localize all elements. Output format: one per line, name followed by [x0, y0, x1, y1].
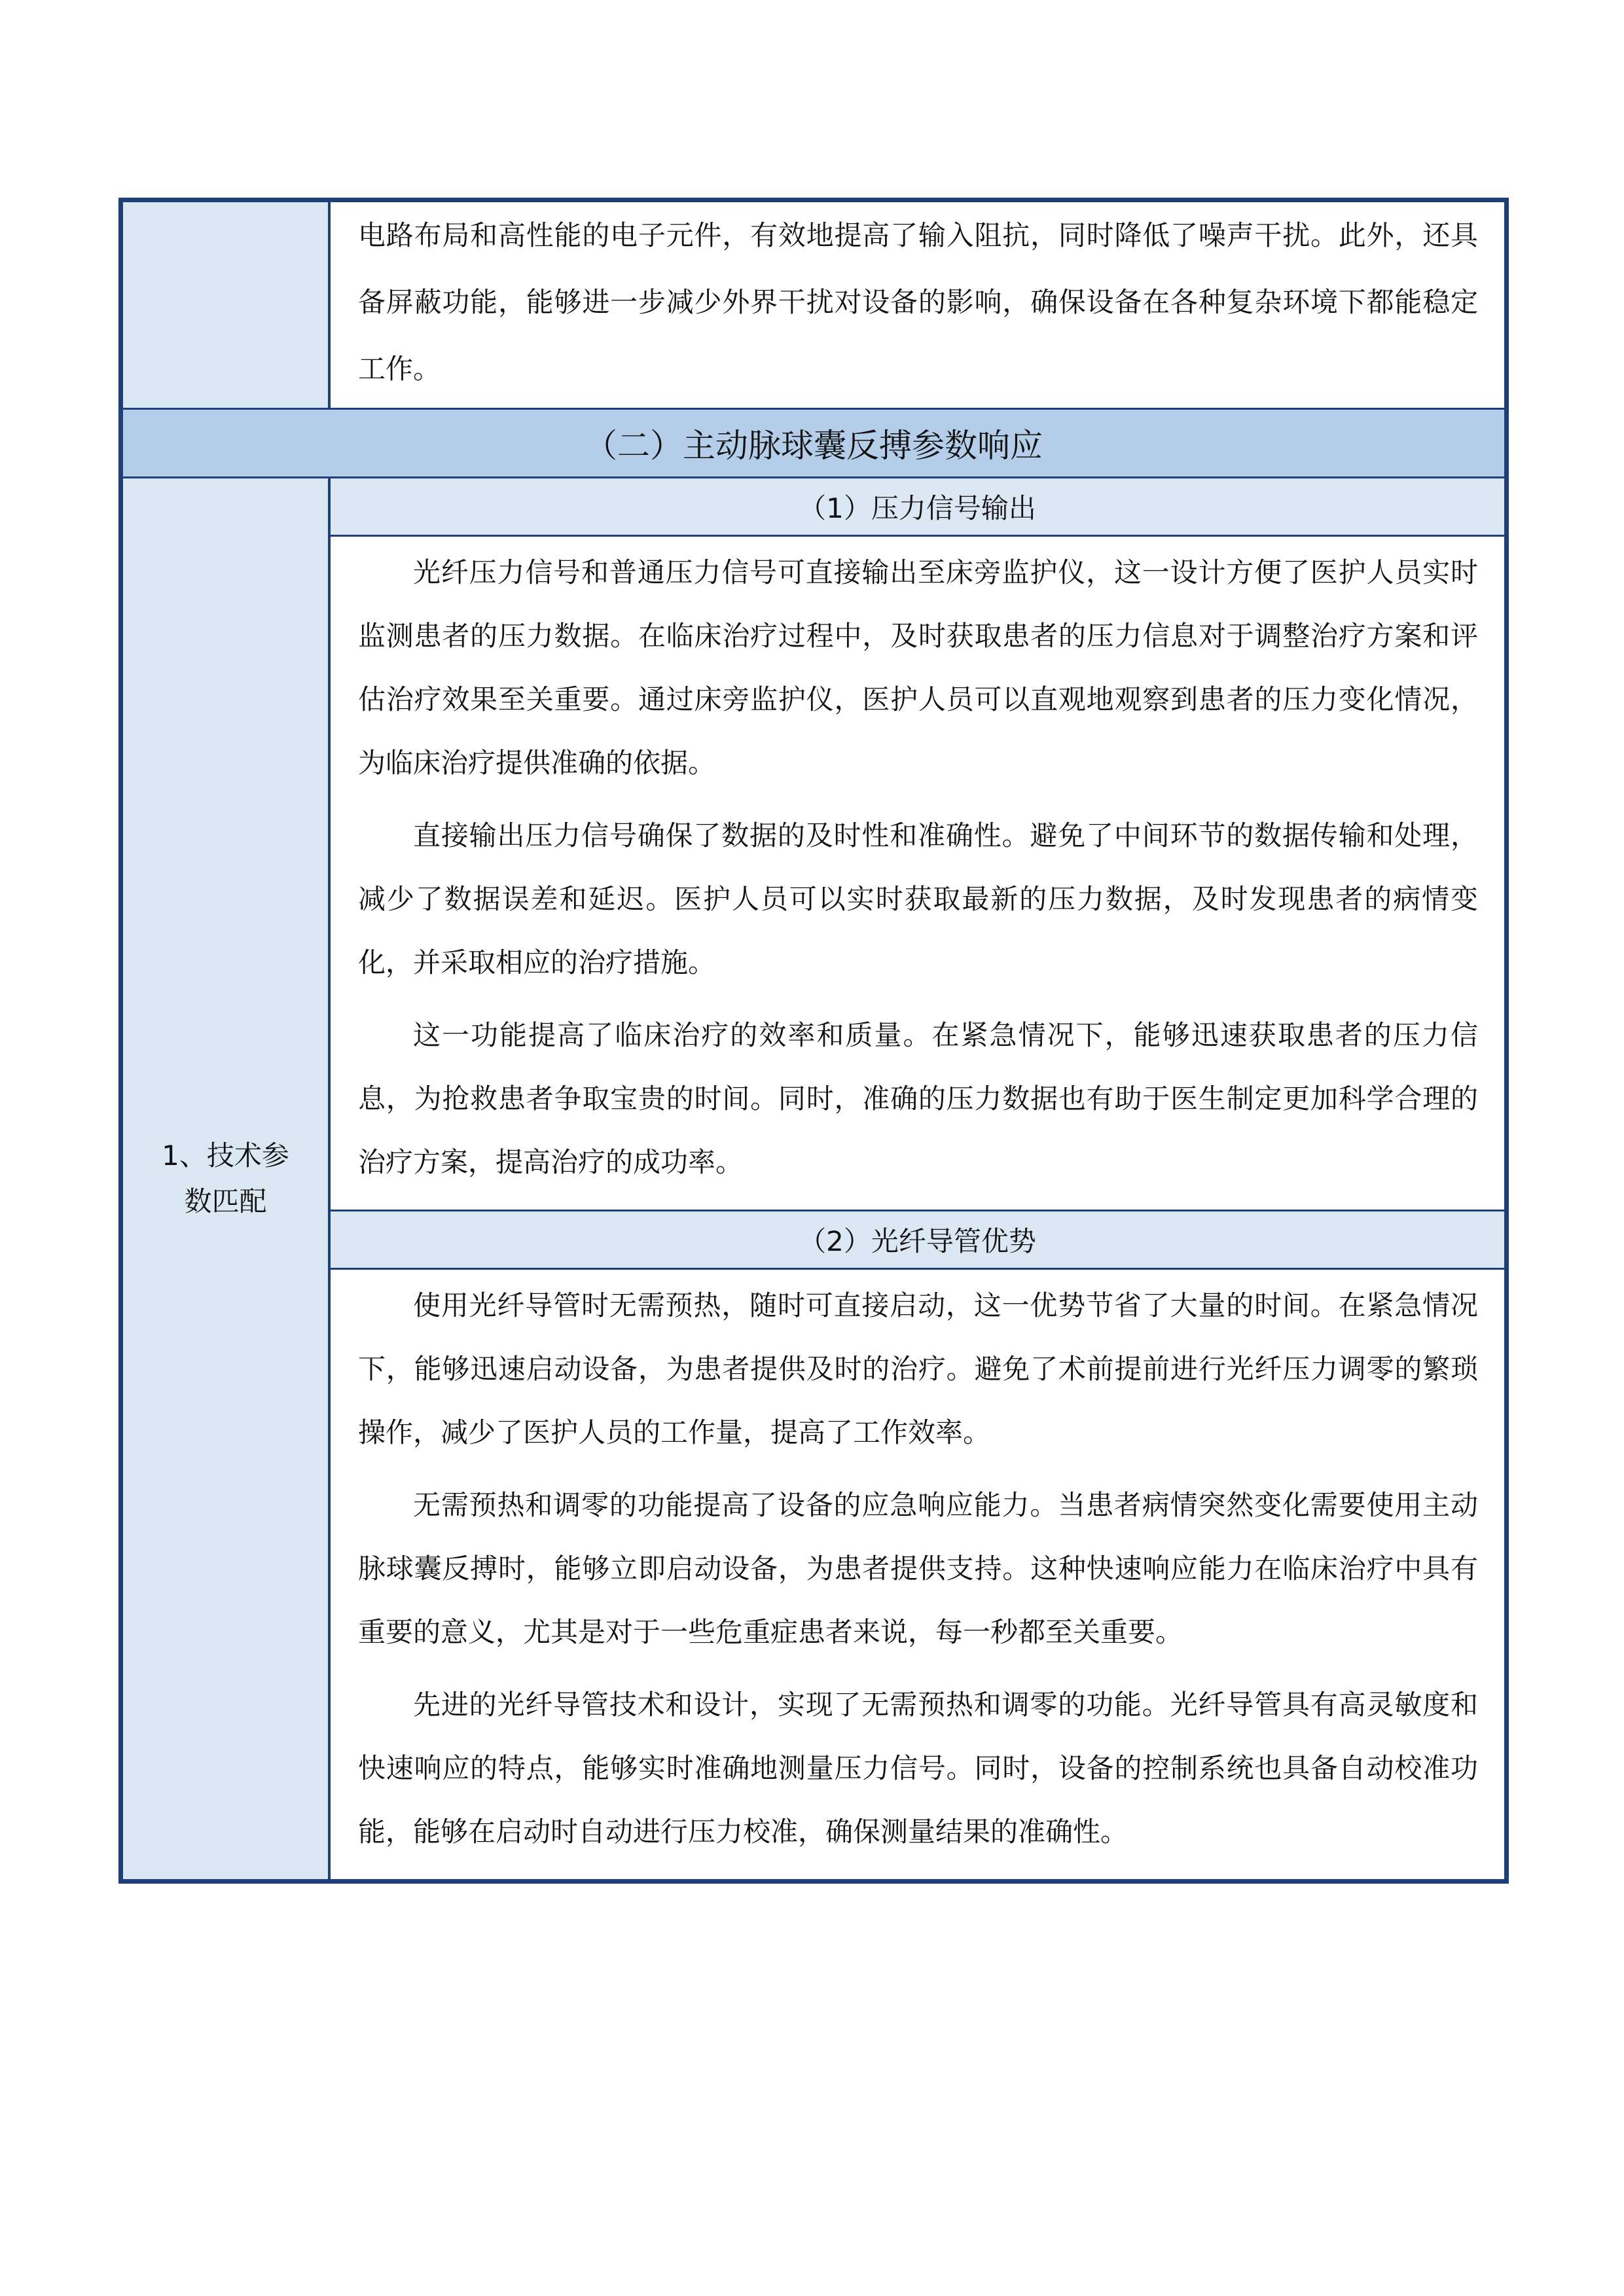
subsection-title-fiber-catheter: （2）光纤导管优势 — [331, 1210, 1504, 1270]
technical-params-label: 1、技术参数匹配 — [162, 1139, 289, 1217]
paragraph: 直接输出压力信号确保了数据的及时性和准确性。避免了中间环节的数据传输和处理，减少了数据误差和延迟。医护人员可以实时获取最新的压力数据，及时发现患者的病情变化，并采取相应的治疗措施。 — [358, 819, 1478, 978]
paragraph: 这一功能提高了临床治疗的效率和质量。在紧急情况下，能够迅速获取患者的压力信息，为抢救患者争取宝贵的时间。同时，准确的压力数据也有助于医生制定更加科学合理的治疗方案，提高治疗的成功率。 — [358, 1019, 1478, 1178]
paragraph: 光纤压力信号和普通压力信号可直接输出至床旁监护仪，这一设计方便了医护人员实时监测患者的压力数据。在临床治疗过程中，及时获取患者的压力信息对于调整治疗方案和评估治疗效果至关重要。通过床旁监护仪，医护人员可以直观地观察到患者的压力变化情况，为临床治疗提供准确的依据。 — [358, 556, 1478, 779]
paragraph: 先进的光纤导管技术和设计，实现了无需预热和调零的功能。光纤导管具有高灵敏度和快速响应的特点，能够实时准确地测量压力信号。同时，设备的控制系统也具备自动校准功能，能够在启动时自动进行压力校准，确保测量结果的准确性。 — [358, 1689, 1478, 1848]
parameter-table — [118, 198, 1509, 1884]
subsection-body-pressure-output — [331, 537, 1504, 1210]
paragraph: 无需预热和调零的功能提高了设备的应急响应能力。当患者病情突然变化需要使用主动脉球囊反搏时，能够立即启动设备，为患者提供支持。这种快速响应能力在临床治疗中具有重要的意义，尤其是对于一些危重症患者来说，每一秒都至关重要。 — [358, 1489, 1478, 1648]
subsection-title-pressure-output: （1）压力信号输出 — [331, 478, 1504, 537]
paragraph: 使用光纤导管时无需预热，随时可直接启动，这一优势节省了大量的时间。在紧急情况下，能够迅速启动设备，为患者提供及时的治疗。避免了术前提前进行光纤压力调零的繁琐操作，减少了医护人员的工作量，提高了工作效率。 — [358, 1289, 1478, 1448]
section-header: （二）主动脉球囊反搏参数响应 — [123, 410, 1504, 478]
continued-paragraph: 电路布局和高性能的电子元件，有效地提高了输入阻抗，同时降低了噪声干扰。此外，还具备屏蔽功能，能够进一步减少外界干扰对设备的影响，确保设备在各种复杂环境下都能稳定工作。 — [358, 219, 1478, 385]
continued-row — [123, 202, 1504, 410]
continued-left-cell — [123, 202, 331, 408]
continued-right-cell — [331, 202, 1504, 408]
technical-params-label-cell — [123, 478, 331, 1879]
technical-params-content — [331, 478, 1504, 1879]
technical-params-row — [123, 478, 1504, 1879]
subsection-body-fiber-catheter — [331, 1270, 1504, 1879]
